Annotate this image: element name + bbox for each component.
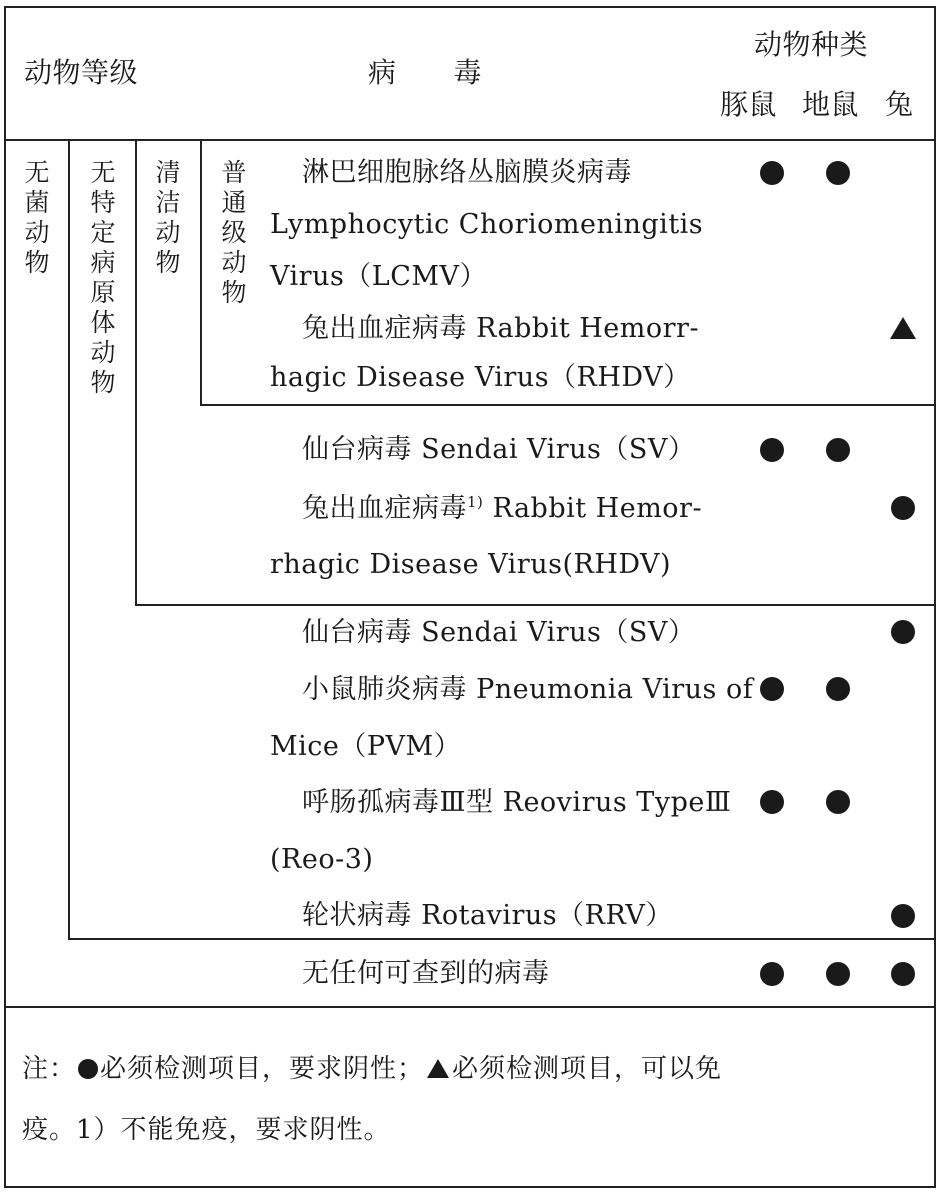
header-virus: 病 毒 (368, 56, 483, 89)
mark-rhdv-conventional-rabbit (890, 317, 916, 339)
notes-rule (4, 1006, 936, 1008)
mark-pvm-guinea-pig (760, 677, 784, 701)
grade-clean: 清 洁 动 物 (155, 158, 181, 277)
virus-lcmv-line2: Lymphocytic Choriomeningitis (270, 209, 704, 240)
conventional-boundary-bottom (200, 404, 936, 406)
mark-lcmv-hamster (826, 161, 850, 185)
grade-spf: 无 特 定 病 原 体 动 物 (90, 158, 116, 397)
virus-pvm-line1: 小鼠肺炎病毒 Pneumonia Virus of (302, 674, 754, 705)
mark-sv-spf-rabbit (891, 620, 915, 644)
virus-rhdv-clean-line2: rhagic Disease Virus(RHDV) (270, 549, 672, 580)
virus-pvm-line2: Mice（PVM） (270, 731, 462, 762)
legend-line2: 疫。1）不能免疫，要求阴性。 (22, 1115, 391, 1145)
header-hamster: 地鼠 (802, 88, 860, 121)
virus-reo3-line2: (Reo-3) (270, 844, 374, 875)
virus-none-detectable: 无任何可查到的病毒 (302, 958, 550, 989)
virus-rhdv-conventional-line1: 兔出血症病毒 Rabbit Hemorr- (302, 313, 700, 344)
frame-right (934, 6, 936, 1188)
header-guinea-pig: 豚鼠 (720, 88, 778, 121)
grade-conventional: 普 通 级 动 物 (221, 158, 247, 307)
virus-rhdv-clean-line1: 兔出血症病毒$^{1)}$ Rabbit Hemor- (302, 493, 703, 524)
mark-lcmv-guinea-pig (760, 161, 784, 185)
mark-reo3-hamster (826, 790, 850, 814)
legend-dot-icon (78, 1059, 98, 1079)
mark-sv-clean-hamster (826, 438, 850, 462)
mark-rrv-rabbit (891, 904, 915, 928)
clean-boundary-left (135, 140, 137, 606)
mark-none-rabbit (891, 962, 915, 986)
virus-reo3-line1: 呼肠孤病毒Ⅲ型 Reovirus TypeⅢ (302, 787, 732, 818)
virus-lcmv-line3: Virus（LCMV） (270, 261, 488, 292)
virus-rrv: 轮状病毒 Rotavirus（RRV） (302, 900, 673, 931)
mark-sv-clean-guinea-pig (760, 438, 784, 462)
mark-rhdv-clean-rabbit (891, 496, 915, 520)
clean-boundary-bottom (135, 604, 936, 606)
legend-line1: 注： 必须检测项目，要求阴性； 必须检测项目，可以免 (22, 1054, 723, 1084)
header-rabbit: 兔 (885, 88, 914, 121)
spf-boundary-bottom (68, 938, 936, 940)
frame-left (4, 6, 6, 1188)
frame-bottom (4, 1186, 936, 1188)
frame-top (4, 6, 936, 8)
header-species-group: 动物种类 (754, 28, 869, 61)
spf-boundary-left (68, 140, 70, 940)
mark-pvm-hamster (826, 677, 850, 701)
virus-sv-spf: 仙台病毒 Sendai Virus（SV） (302, 617, 696, 648)
grade-germfree: 无 菌 动 物 (24, 158, 50, 277)
mark-none-guinea-pig (760, 962, 784, 986)
virus-sv-clean: 仙台病毒 Sendai Virus（SV） (302, 434, 696, 465)
virus-lcmv-line1: 淋巴细胞脉络丛脑膜炎病毒 (302, 157, 632, 188)
conventional-boundary-left (200, 140, 202, 406)
header-animal-grade: 动物等级 (24, 56, 139, 89)
mark-none-hamster (826, 962, 850, 986)
virus-rhdv-conventional-line2: hagic Disease Virus（RHDV） (270, 362, 691, 393)
legend-triangle-icon (427, 1059, 449, 1078)
mark-reo3-guinea-pig (760, 790, 784, 814)
header-rule (4, 139, 936, 141)
